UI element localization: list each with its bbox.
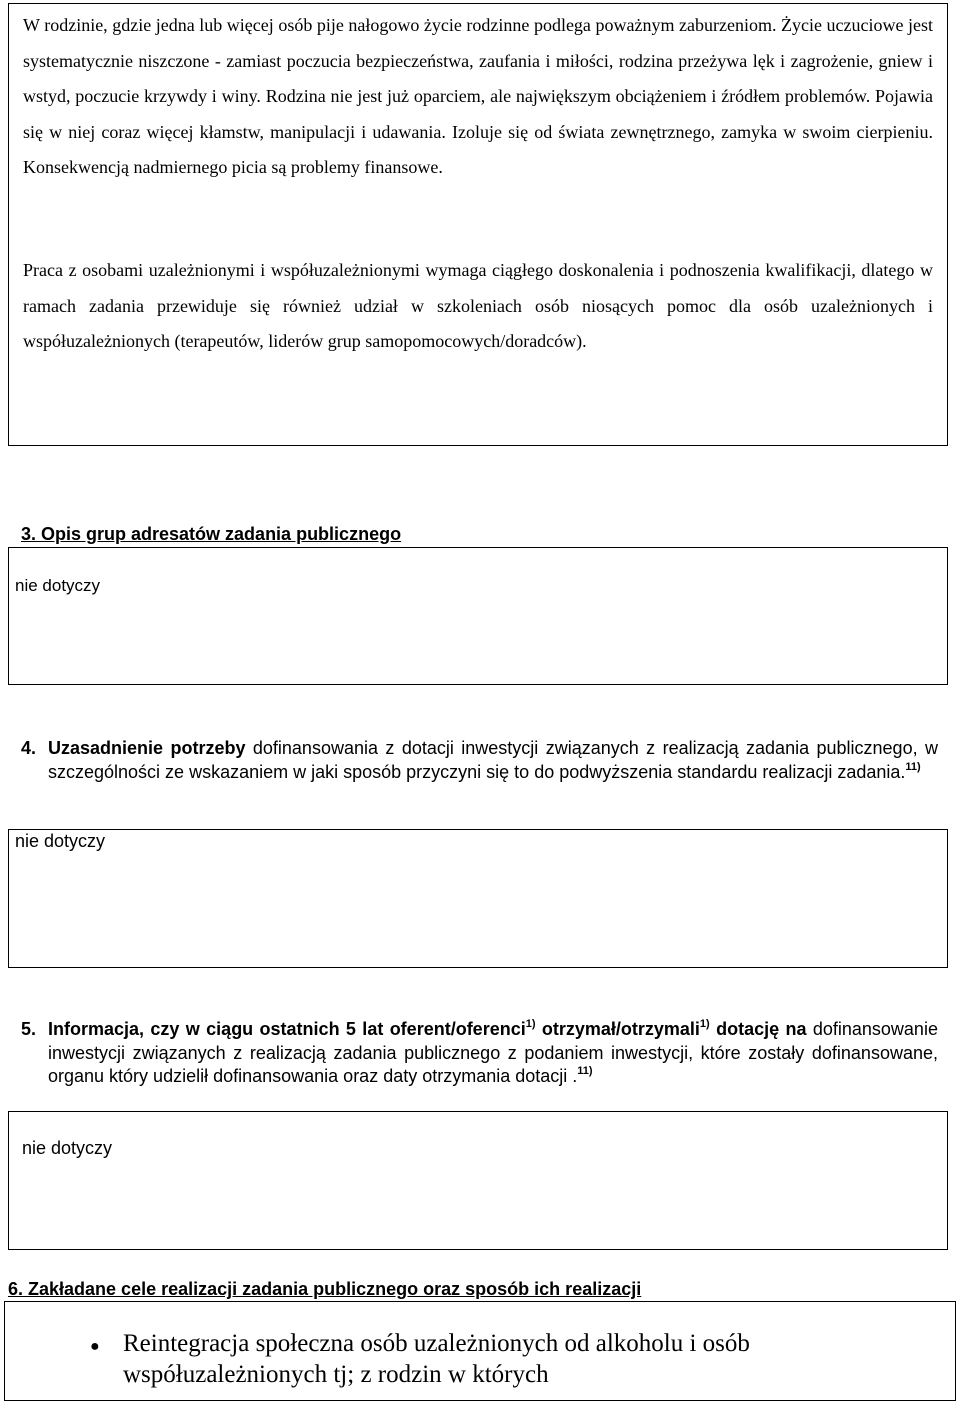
section4-footnote: 11) [905, 760, 921, 773]
bullet-icon: ● [90, 1338, 100, 1355]
section6-heading [8, 1279, 641, 1300]
section5-footnote-3: 11) [577, 1065, 593, 1077]
section5-content: nie dotyczy [22, 1138, 113, 1158]
section5-heading-bold-1: Informacja, czy w ciągu ostatnich 5 lat oferent/oferenci [48, 1019, 526, 1039]
section6-box [4, 1301, 956, 1401]
section5-heading-bold-2: otrzymał/otrzymali [541, 1019, 700, 1039]
section6-bullet-text: Reintegracja społeczna osób uzależnionych od alkoholu i osób współuzależnionych tj; z rodzin w których [123, 1330, 750, 1388]
section5-footnote-2: 1) [699, 1018, 710, 1030]
section6-heading-text: 6. Zakładane cele realizacji zadania publicznego oraz sposób ich realizacji [8, 1279, 642, 1299]
section3-content: nie dotyczy [15, 576, 101, 595]
section5-number: 5. [21, 1019, 37, 1039]
section4-box [8, 829, 948, 968]
section4-number: 4. [21, 738, 37, 758]
section3-heading [21, 524, 401, 545]
intro-paragraph-1: W rodzinie, gdzie jedna lub więcej osób pije nałogowo życie rodzinne podlega poważnym zaburzeniom. Życie uczuciowe jest systematycznie niszczone - zamiast poczucia bezpieczeństwa, zaufania i miłości, rodzina przeżywa lęk i zagrożenie, gniew i wstyd, poczucie krzywdy i winy. Rodzina nie jest już oparciem, ale największym obciążeniem i źródłem problemów. Pojawia się w niej coraz więcej kłamstw, manipulacji i udawania. Izoluje się od świata zewnętrznego, zamyka w swoim cierpieniu. Konsekwencją nadmiernego picia są problemy finansowe. [23, 15, 933, 177]
section-intro-box [8, 3, 948, 446]
section3-heading-text: 3. Opis grup adresatów zadania publicznego [21, 524, 402, 544]
section4-heading-rest: dofinansowania z dotacji inwestycji związanych z realizacją zadania publicznego, w szczególności ze wskazaniem w jaki sposób przyczyni się to do podwyższenia standardu realizacji zadania. [48, 738, 938, 782]
section4-heading [21, 737, 938, 784]
section5-heading-bold-3: dotację na [716, 1019, 807, 1039]
section4-heading-bold: Uzasadnienie potrzeby [48, 738, 246, 758]
section5-box [8, 1111, 948, 1250]
section5-footnote-1: 1) [525, 1018, 536, 1030]
section4-content: nie dotyczy [15, 831, 106, 851]
section3-box [8, 547, 948, 685]
section5-heading-rest: dofinansowanie inwestycji związanych z realizacją zadania publicznego z podaniem inwestycji, które zostały dofinansowane, organu który udzielił dofinansowania oraz daty otrzymania dotacji . [48, 1019, 938, 1086]
section5-heading [21, 1018, 938, 1089]
intro-paragraph-2: Praca z osobami uzależnionymi i współuzależnionymi wymaga ciągłego doskonalenia i podnoszenia kwalifikacji, dlatego w ramach zadania przewiduje się również udział w szkoleniach osób niosących pomoc dla osób uzależnionych i współuzależnionych (terapeutów, liderów grup samopomocowych/doradców). [23, 260, 933, 351]
